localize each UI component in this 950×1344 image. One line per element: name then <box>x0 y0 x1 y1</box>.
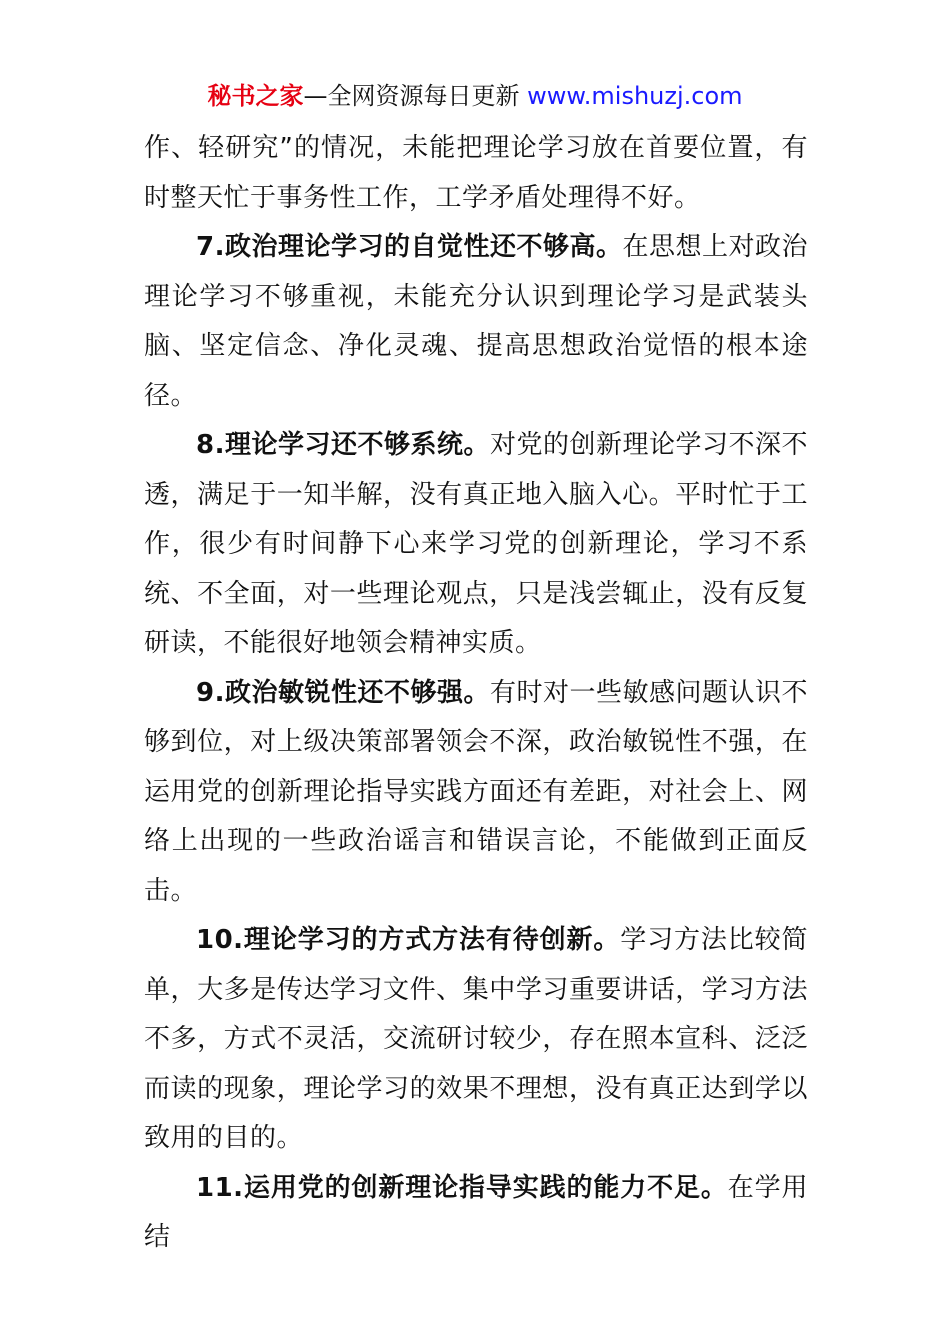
paragraph-text: 学习方法比较简单，大多是传达学习文件、集中学习重要讲话，学习方法不多，方式不灵活，交流研讨较少，存在照本宣科、泛泛而读的现象，理论学习的效果不理想，没有真正达到学以致用的目的。 <box>144 925 808 1153</box>
paragraph-text: 在思想上对政治理论学习不够重视，未能充分认识到理论学习是武装头脑、坚定信念、净化灵魂、提高思想政治觉悟的根本途径。 <box>144 232 808 411</box>
paragraph-item-11 <box>144 1164 808 1263</box>
paragraph-item-10 <box>144 916 808 1164</box>
paragraph-text: 有时对一些敏感问题认识不够到位，对上级决策部署领会不深，政治敏锐性不强，在运用党的创新理论指导实践方面还有差距，对社会上、网络上出现的一些政治谣言和错误言论，不能做到正面反击。 <box>144 677 808 906</box>
paragraph-heading: 11.运用党的创新理论指导实践的能力不足。 <box>196 1172 728 1203</box>
paragraph-text: 对党的创新理论学习不深不透，满足于一知半解，没有真正地入脑入心。平时忙于工作，很少有时间静下心来学习党的创新理论，学习不系统、不全面，对一些理论观点，只是浅尝辄止，没有反复研读，不能很好地领会精神实质。 <box>144 430 808 658</box>
paragraph-text: 在学用结 <box>144 1172 808 1252</box>
paragraph-item-7 <box>144 223 808 421</box>
paragraph-heading: 10.理论学习的方式方法有待创新。 <box>196 925 621 955</box>
paragraph-item-9 <box>144 669 808 917</box>
site-slogan: —全网资源每日更新 <box>303 82 528 110</box>
site-brand: 秘书之家 <box>207 82 304 110</box>
document-body <box>144 124 808 1263</box>
paragraph-heading: 8.理论学习还不够系统。 <box>196 430 490 460</box>
site-url-link[interactable]: www.mishuzj.com <box>527 82 743 110</box>
paragraph-heading: 9.政治敏锐性还不够强。 <box>196 677 490 708</box>
paragraph-continuation <box>144 124 808 223</box>
page-header <box>0 80 950 112</box>
paragraph-heading: 7.政治理论学习的自觉性还不够高。 <box>196 232 623 262</box>
paragraph-item-8 <box>144 421 808 669</box>
paragraph-text: 作、轻研究”的情况，未能把理论学习放在首要位置，有时整天忙于事务性工作，工学矛盾处理得不好。 <box>144 133 808 213</box>
